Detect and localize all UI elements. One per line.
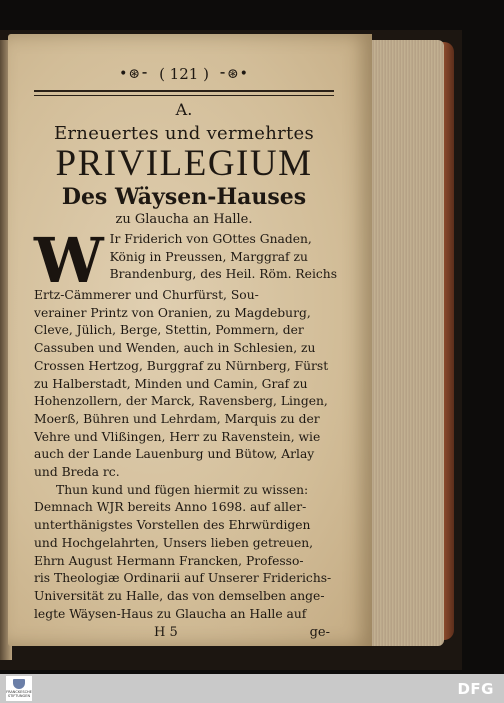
paragraph-1	[34, 224, 338, 482]
text-line: und Breda rc.	[34, 465, 120, 480]
section-signature: A.	[175, 100, 193, 119]
text-line: legte Wäysen-Haus zu Glaucha an Halle auf	[34, 606, 307, 621]
page-number: ( 121 )	[159, 65, 209, 83]
text-line: auch der Lande Lauenburg und Bütow, Arlay	[34, 447, 315, 462]
library-logo[interactable]	[6, 676, 32, 701]
ornament-right-icon: ⁃⊛•	[218, 66, 249, 82]
text-line: zu Halberstadt, Minden und Camin, Graf zu	[34, 376, 308, 391]
title-line-3: Des Wäysen-Hauses	[61, 184, 307, 210]
text-line: Brandenburg, des Heil. Röm. Reichs	[109, 267, 338, 282]
title-line-2: PRIVILEGIUM	[55, 143, 313, 184]
text-line: Hohenzollern, der Marck, Ravensberg, Lingen,	[34, 394, 328, 409]
page-fore-edge	[362, 40, 444, 646]
text-line: Ir Friderich von GOttes Gnaden,	[109, 232, 312, 246]
text-line: und Hochgelahrten, Unsers lieben getreuen,	[34, 535, 314, 550]
text-line: Ehrn August Hermann Francken, Professo-	[34, 553, 304, 568]
crest-icon	[13, 679, 25, 689]
text-line: Universität zu Halle, das von demselben ange-	[34, 588, 325, 603]
text-line: Demnach WJR bereits Anno 1698. auf aller-	[34, 500, 307, 515]
ornament-left-icon: •⊛⁃	[119, 66, 150, 82]
text-line: Crossen Hertzog, Burggraf zu Nürnberg, Fürst	[34, 358, 329, 373]
title-line-1: Erneuertes und vermehrtes	[53, 123, 315, 144]
dfg-logo[interactable]: DFG	[457, 680, 494, 698]
viewer-bottom-bar	[0, 674, 504, 703]
text-line: König in Preussen, Marggraf zu	[109, 249, 308, 264]
page-text-column	[34, 62, 338, 641]
paragraph-2	[34, 482, 334, 624]
text-line: verainer Printz von Oranien, zu Magdeburg,	[34, 305, 311, 320]
catchword: ge-	[309, 625, 330, 641]
library-logo-text-1: FRANCKESCHE	[6, 690, 32, 694]
text-line: unterthänigstes Vorstellen des Ehrwürdigen	[34, 518, 311, 533]
header-rule	[34, 90, 334, 96]
drop-cap: W	[34, 224, 104, 297]
text-line: Thun kund und fügen hiermit zu wissen:	[56, 482, 309, 497]
page-footer	[34, 625, 334, 640]
text-line: Vehre und Vlißingen, Herr zu Ravenstein, wie	[34, 429, 321, 444]
text-line: Cassuben und Wenden, auch in Schlesien, zu	[34, 341, 316, 356]
book-page	[8, 34, 372, 646]
library-logo-text-2: STIFTUNGEN	[7, 694, 31, 698]
text-line: Cleve, Jülich, Berge, Stettin, Pommern, der	[34, 323, 304, 338]
text-line: Ertz-Cämmerer und Churfürst, Sou-	[34, 288, 259, 302]
page-header	[34, 62, 334, 86]
footer-signature: H 5	[154, 625, 178, 641]
title-line-4: zu Glaucha an Halle.	[115, 212, 253, 227]
text-line: Moerß, Bühren und Lehrdam, Marquis zu der	[34, 411, 320, 426]
text-line: ris Theologiæ Ordinarii auf Unserer Friderichs-	[34, 571, 332, 586]
